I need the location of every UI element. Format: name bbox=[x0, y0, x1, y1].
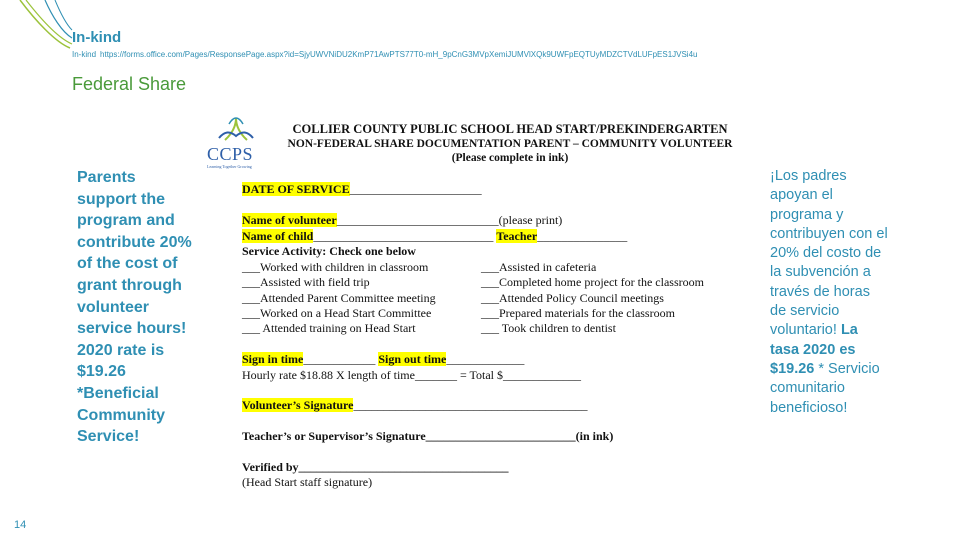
activity-left-4: ___Worked on a Head Start Committee bbox=[242, 306, 432, 320]
date-of-service-row bbox=[242, 182, 482, 196]
activity-right-4: ___Prepared materials for the classroom bbox=[481, 306, 675, 320]
volunteer-signature-label: Volunteer’s Signature bbox=[242, 398, 354, 412]
spanish-end-text: * Servicio comunitario beneficioso! bbox=[770, 360, 880, 416]
volunteer-blank: ___________________________(please print) bbox=[336, 213, 563, 227]
activity-heading bbox=[242, 244, 416, 258]
volunteer-signature-row bbox=[242, 398, 587, 412]
volunteer-label: Name of volunteer bbox=[242, 213, 337, 227]
spanish-description bbox=[770, 167, 890, 418]
form-link-line bbox=[72, 50, 701, 59]
activity-right-2: ___Completed home project for the classroom bbox=[481, 275, 704, 289]
teacher-signature-row: Teacher’s or Supervisor’s Signature_________________________(in ink) bbox=[242, 429, 614, 443]
sign-out-blank: _____________ bbox=[446, 352, 525, 366]
sign-time-row bbox=[242, 352, 524, 366]
child-label: Name of child bbox=[242, 229, 314, 243]
english-description: Parents support the program and contribute 20% of the cost of grant through volunteer service hours! 2020 rate is $19.26 *Beneficial Community Service! bbox=[77, 169, 192, 446]
spanish-main-text: ¡Los padres apoyan el programa y contribuyen con el 20% del costo de la subvención a través de horas de servicio voluntario! bbox=[770, 168, 888, 339]
activity-left-3: ___Attended Parent Committee meeting bbox=[242, 291, 436, 305]
sign-in-label: Sign in time bbox=[242, 352, 304, 366]
activity-right-3: ___Attended Policy Council meetings bbox=[481, 291, 664, 305]
form-header-line1: COLLIER COUNTY PUBLIC SCHOOL HEAD START/PREKINDERGARTEN bbox=[292, 122, 728, 136]
activity-right-5: ___ Took children to dentist bbox=[481, 321, 616, 335]
activity-right-1: ___Assisted in cafeteria bbox=[481, 260, 597, 274]
sign-in-blank: ____________ bbox=[303, 352, 376, 366]
activity-left-5: ___ Attended training on Head Start bbox=[242, 321, 416, 335]
spanish-rate-text: La tasa 2020 es $19.26 bbox=[770, 322, 858, 377]
date-blank: ______________________ bbox=[349, 182, 482, 196]
book-icon bbox=[205, 110, 267, 146]
form-link-url[interactable]: https://forms.office.com/Pages/ResponsePage.aspx?id=SjyUWVNiDU2KmP71AwPTS77T0-mH_9pCnG3MVpXemiJUMVlXQk9UWFpEQTUyMDZCTVdLUFpES1JVSi4u bbox=[100, 50, 698, 59]
volunteer-form-image bbox=[200, 108, 760, 498]
logo-tagline: Learning Together Growing bbox=[207, 164, 252, 169]
teacher-blank: _______________ bbox=[537, 229, 628, 243]
volunteer-name-row bbox=[242, 213, 562, 227]
form-link-label: In-kind bbox=[72, 50, 97, 59]
hourly-rate-row: Hourly rate $18.88 X length of time_______ = Total $_____________ bbox=[242, 368, 581, 382]
form-header-line3: (Please complete in ink) bbox=[451, 152, 569, 164]
sign-out-label: Sign out time bbox=[378, 352, 447, 366]
logo-text: CCPS bbox=[207, 144, 254, 164]
volunteer-signature-blank: _______________________________________ bbox=[353, 398, 588, 412]
activity-label: Service Activity: Check one below bbox=[242, 244, 416, 258]
slide-subtitle: Federal Share bbox=[72, 74, 187, 94]
teacher-label: Teacher bbox=[496, 229, 538, 243]
activity-left-1: ___Worked with children in classroom bbox=[242, 260, 429, 274]
activity-left-2: ___Assisted with field trip bbox=[242, 275, 370, 289]
ccps-logo bbox=[205, 110, 267, 172]
form-header bbox=[265, 122, 755, 166]
child-blank: ______________________________ bbox=[313, 229, 494, 243]
child-name-row bbox=[242, 229, 627, 243]
form-header-line2: NON-FEDERAL SHARE DOCUMENTATION PARENT – COMMUNITY VOLUNTEER bbox=[287, 137, 733, 150]
slide-title: In-kind bbox=[72, 29, 122, 46]
verified-by-row: Verified by___________________________________ bbox=[242, 460, 509, 474]
head-start-signature-note: (Head Start staff signature) bbox=[242, 475, 373, 489]
date-label: DATE OF SERVICE bbox=[242, 182, 350, 196]
page-number: 14 bbox=[14, 519, 27, 531]
